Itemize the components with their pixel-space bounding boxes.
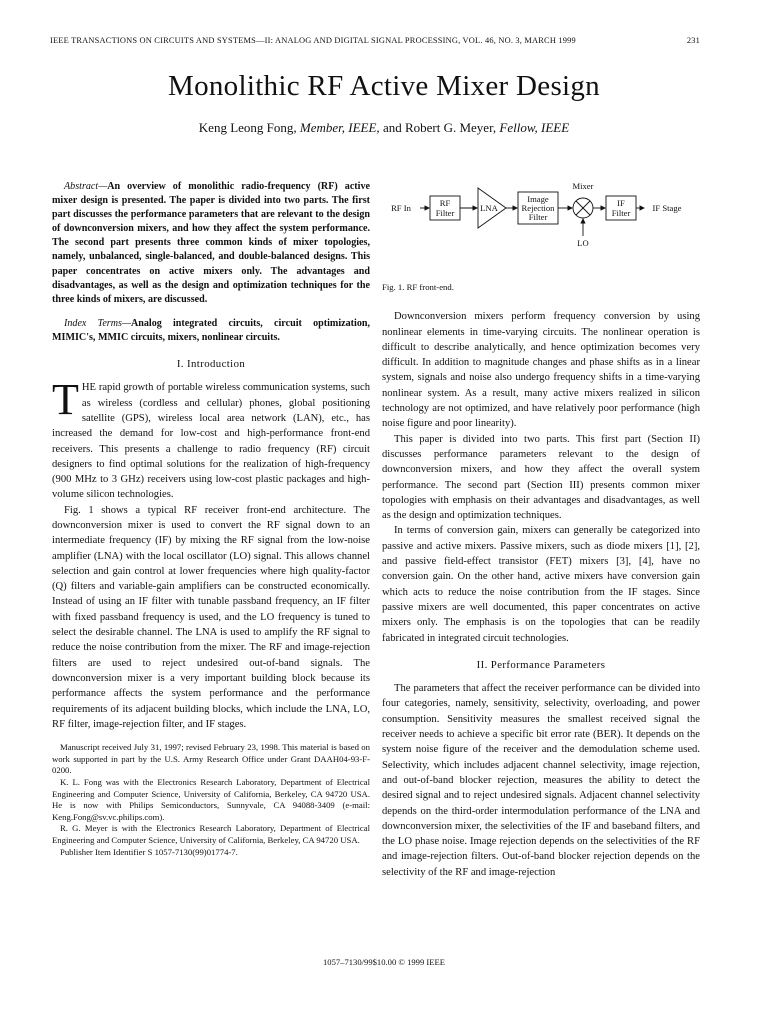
block-diagram bbox=[382, 180, 700, 278]
abstract bbox=[52, 180, 370, 307]
index-terms bbox=[52, 317, 370, 345]
author-conjunction: and Robert G. Meyer, bbox=[379, 120, 500, 135]
irf-label-3: Filter bbox=[528, 212, 548, 222]
paper-title: Monolithic RF Active Mixer Design bbox=[168, 70, 600, 102]
left-column bbox=[52, 180, 370, 858]
journal-header: IEEE TRANSACTIONS ON CIRCUITS AND SYSTEMS—II: ANALOG AND DIGITAL SIGNAL PROCESSING, VOL. 46, NO. 3, MARCH 1999 bbox=[50, 36, 576, 45]
author-2-role: Fellow, IEEE bbox=[499, 120, 570, 135]
rf-filter-label-1: RF bbox=[439, 198, 451, 208]
figure-rf-front-end bbox=[382, 180, 700, 278]
author-1: Keng Leong Fong, bbox=[198, 120, 300, 135]
right-paragraph-2: This paper is divided into two parts. This first part (Section II) discusses performance parameters relevant to the design of downconversion mixers, and how they affect the overall system performance. The second part (Section III) presents common mixer topologies with emphasis on their advantages and disadvantages, as well as the design and optimization techniques. bbox=[382, 433, 700, 522]
intro-paragraph-2: Fig. 1 shows a typical RF receiver front-end architecture. The downconversion mixer is used to convert the RF signal down to an intermediate frequency (IF) by mixing the RF signal from the low-noise amplifier (LNA) with the local oscillator (LO) signal. This allows channel selection and gain control at lower frequencies where high quality-factor (Q) filters and variable-gain amplifiers can be constructed economically. Instead of using an IF filter with tunable passband frequency, an IF filter with fixed passband frequency is used, and the LO frequency is tuned to select the desirable channel. The LNA is used to amplify the RF signal to reduce the noise contribution from the mixer. The RF and image-rejection filters are used to reject undesired out-of-band signals. The downconversion mixer is a very important building block because its performance affects the system performance and the performance requirements of its adjacent building blocks, which include the LNA, LO, RF filter, image-rejection filter, and IF stages. bbox=[52, 504, 370, 730]
author-line bbox=[0, 120, 768, 136]
copyright-footer: 1057–7130/99$10.00 © 1999 IEEE bbox=[322, 957, 446, 967]
section-heading-introduction: I. Introduction bbox=[176, 358, 246, 371]
abstract-text: An overview of monolithic radio-frequency (RF) active mixer design is presented. The paper is divided into two parts. The first part discusses the performance parameters that are relevant to the design of downconversion mixers, and how they affect the system performance. The second part presents three common kinds of mixer topologies, namely, unbalanced, single-balanced, and double-balanced designs. This paper concentrates on active mixers only. The advantages and disadvantages, as well as the design and optimization techniques for the three kinds of mixers, are discussed. bbox=[52, 181, 370, 305]
index-terms-text: Analog integrated circuits, circuit optimization, MIMIC's, MMIC circuits, mixers, nonlinear circuits. bbox=[52, 317, 371, 343]
if-stage-label: IF Stage bbox=[652, 203, 682, 213]
footnote-publisher-id: Publisher Item Identifier S 1057-7130(99)01774-7. bbox=[60, 846, 238, 857]
running-head bbox=[50, 36, 700, 45]
irf-label-1: Image bbox=[527, 194, 549, 204]
footnote-manuscript: Manuscript received July 31, 1997; revised February 23, 1998. This material is based on work supported in part by the U.S. Army Research Office under Grant DAAH04-93-F-0200. bbox=[52, 742, 370, 776]
if-filter-label-2: Filter bbox=[611, 208, 631, 218]
author-1-role: Member, IEEE, bbox=[299, 120, 380, 135]
figure-caption: Fig. 1. RF front-end. bbox=[382, 282, 454, 292]
page-number: 231 bbox=[686, 36, 700, 45]
lo-label: LO bbox=[577, 238, 589, 248]
intro-paragraph-1 bbox=[52, 375, 370, 502]
index-terms-label: Index Terms— bbox=[64, 317, 131, 329]
rf-filter-label-2: Filter bbox=[435, 208, 455, 218]
footnote-meyer: R. G. Meyer is with the Electronics Research Laboratory, Department of Electrical Engineering and Computer Science, University of California, Berkeley, CA 94720 USA. bbox=[52, 823, 370, 845]
footnotes bbox=[52, 742, 370, 858]
lna-label: LNA bbox=[480, 203, 498, 213]
mixer-label: Mixer bbox=[572, 181, 594, 191]
right-column bbox=[382, 180, 700, 880]
drop-cap: T bbox=[52, 375, 79, 425]
abstract-label: Abstract— bbox=[64, 181, 108, 192]
right-paragraph-3: In terms of conversion gain, mixers can generally be categorized into passive and active mixers. Passive mixers, such as diode mixers [1], [2], and passive field-effect transistor (FET) mixers [3], [4], have no conversion gain. On the other hand, active mixers have conversion gain which acts to reduce the noise contribution from the IF stages. Since passive mixers are well documented, this paper concentrates on active mixers only. The emphasis is on the topologies that can be readily fabricated in integrated circuit technologies. bbox=[382, 525, 700, 644]
section-heading-performance-parameters: II. Performance Parameters bbox=[476, 658, 606, 671]
if-filter-label-1: IF bbox=[617, 198, 625, 208]
intro-paragraph-1-text: HE rapid growth of portable wireless communication systems, such as wireless (cordless and cellular) phones, global positioning satellite (GPS), wireless local area network (LAN), etc., has increased the demand for low-cost and high-performance front-end receivers. This presents a challenge to radio frequency (RF) circuit designers to find optimal solutions for the realization of high-frequency (900 MHz to 3 GHz) receivers using low-cost plastic packages and high-volume silicon technologies. bbox=[52, 382, 370, 501]
right-paragraph-1: Downconversion mixers perform frequency conversion by using nonlinear elements in time-varying circuits. The nonlinear operation is difficult to describe analytically, and hence optimization becomes very difficult. In addition to magnitude changes and phase shifts as in a linear system, signals and noise also undergo frequency shifts in a time-varying nonlinear system. As a result, many active mixers realized in silicon technology are not optimized, and have relatively poor performance (high noise figure and poor linearity). bbox=[382, 311, 700, 430]
right-paragraph-4: The parameters that affect the receiver performance can be divided into four categories, namely, sensitivity, selectivity, overloading, and power consumption. Sensitivity measures the smallest received signal the receiver needs to achieve a specific bit error rate (BER). It depends on the system noise figure of the receiver and the demodulation scheme used. Selectivity, which includes adjacent channel selectivity, image rejection, and out-of-band blocker rejection, measures the ability to detect the desired signal and to reject undesired signals. Adjacent channel selectivity depends on the third-order intermodulation performance of the LNA and downconversion mixer, the selectivities of the IF and baseband filters, and the LO phase noise. Image rejection depends on the selectivities of the RF and image-rejection filters. Out-of-band blocker rejection depends on the selectivity of the RF and image-rejection bbox=[382, 683, 700, 878]
irf-label-2: Rejection bbox=[521, 203, 555, 213]
rf-in-label: RF In bbox=[391, 203, 411, 213]
footnote-fong: K. L. Fong was with the Electronics Research Laboratory, Department of Electrical Engineering and Computer Science, University of California, Berkeley, CA 94720 USA. He is now with Philips Semiconductors, Sunnyvale, CA 94088-3409 (e-mail: Keng.Fong@sv.vc.philips.com). bbox=[52, 776, 370, 822]
